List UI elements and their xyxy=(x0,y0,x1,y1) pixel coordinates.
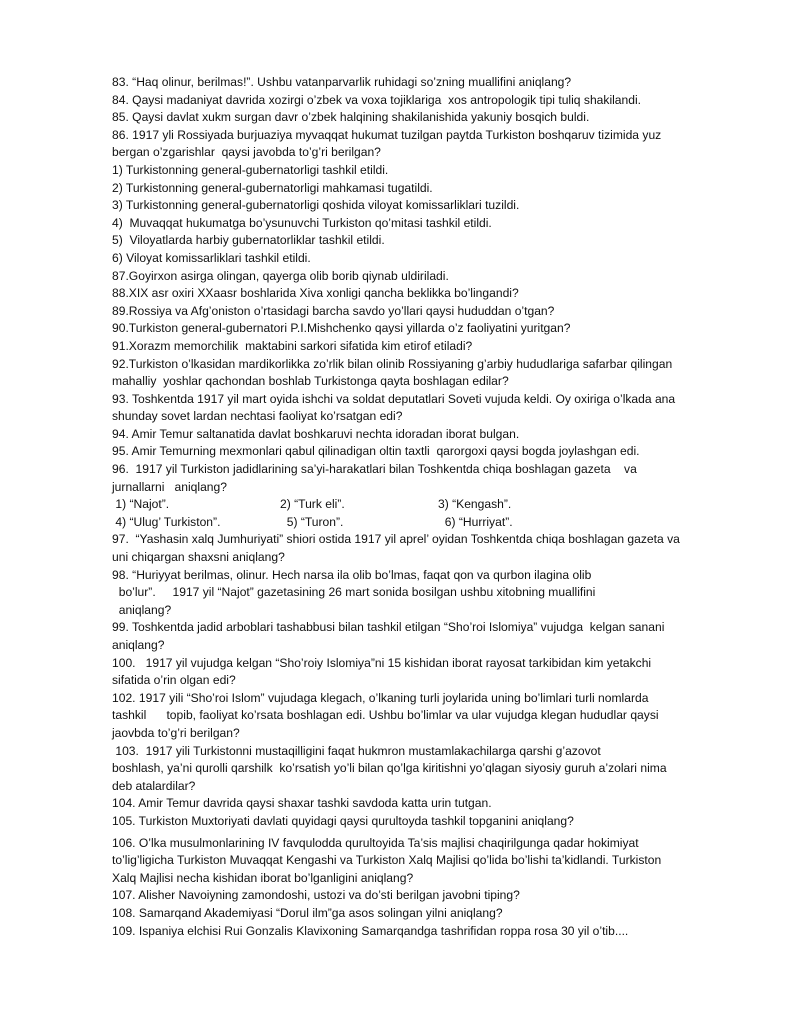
option-3: 3) “Kengash”. xyxy=(438,497,512,512)
option-2: 2) “Turk eli”. xyxy=(280,497,345,512)
text-line: 85. Qaysi davlat xukm surgan davr o’zbek halqining shakilanishida yakuniy bosqich buldi. xyxy=(112,110,590,125)
text-line: uni chiqargan shaxsni aniqlang? xyxy=(112,550,285,565)
text-line: 3) Turkistonning general-gubernatorligi qoshida viloyat komissarliklari tuzildi. xyxy=(112,198,520,213)
text-line: deb atalardilar? xyxy=(112,778,196,793)
text-line: 103. 1917 yili Turkistonni mustaqilligini faqat hukmron mustamlakachilarga qarshi g’azovot xyxy=(112,743,601,758)
text-line: jurnallarni aniqlang? xyxy=(112,479,227,494)
questions-block-1 xyxy=(112,74,730,496)
text-line: 86. 1917 yli Rossiyada burjuaziya myvaqqat hukumat tuzilgan paytda Turkiston boshqaruv tizimida yuz xyxy=(112,127,662,142)
text-line: sifatida o’rin olgan edi? xyxy=(112,673,236,688)
text-line: tashkil topib, faoliyat ko’rsata boshlagan edi. Ushbu bo’limlar va ular vujudga klegan hududlar qaysi xyxy=(112,708,659,723)
text-line: 2) Turkistonning general-gubernatorligi mahkamasi tugatildi. xyxy=(112,180,433,195)
text-line: 107. Alisher Navoiyning zamondoshi, ustozi va do’sti berilgan javobni tiping? xyxy=(112,888,520,903)
text-line: 108. Samarqand Akademiyasi “Dorul ilm”ga asos solingan yilni aniqlang? xyxy=(112,905,503,920)
options-row-2 xyxy=(112,514,730,532)
option-4: 4) “Ulug’ Turkiston”. xyxy=(112,514,221,529)
text-line: jaovbda to’g’ri berilgan? xyxy=(112,725,240,740)
text-line: 106. O’lka musulmonlarining IV favqulodda qurultoyida Ta’sis majlisi chaqirilgunga qadar hokimiyat xyxy=(112,835,639,850)
text-line: 90.Turkiston general-gubernatori P.I.Mishchenko qaysi yillarda o’z faoliyatini yuritgan? xyxy=(112,321,571,336)
option-1: 1) “Najot”. xyxy=(112,497,170,512)
text-line: 98. “Huriyyat berilmas, olinur. Hech narsa ila olib bo’lmas, faqat qon va qurbon ilagina olib xyxy=(112,567,592,582)
text-line: 97. “Yashasin xalq Jumhuriyati” shiori ostida 1917 yil aprel’ oyidan Toshkentda chiqa boshlagan gazeta va xyxy=(112,532,680,547)
text-line: aniqlang? xyxy=(112,638,165,652)
text-line: 89.Rossiya va Afg’oniston o’rtasidagi barcha savdo yo’llari qaysi hududdan o’tgan? xyxy=(112,303,555,318)
text-line: 88.XIX asr oxiri XXaasr boshlarida Xiva xonligi qancha beklikka bo’lingandi? xyxy=(112,286,519,301)
text-line: 87.Goyirxon asirga olingan, qayerga olib borib qiynab uldiriladi. xyxy=(112,268,449,283)
text-line: 104. Amir Temur davrida qaysi shaxar tashki savdoda katta urin tutgan. xyxy=(112,796,492,811)
question-list xyxy=(112,74,730,940)
text-line: shunday sovet lardan nechtasi faoliyat ko’rsatgan edi? xyxy=(112,409,403,424)
questions-block-3 xyxy=(112,835,730,941)
text-line: 95. Amir Temurning mexmonlari qabul qilinadigan oltin taxtli qarorgoxi qaysi bogda joylashgan edi. xyxy=(112,444,640,459)
text-line: boshlash, ya’ni qurolli qarshilk ko’rsatish yo’li bilan qo’lga kiritishni yo’qlagan siyosiy guruh a’zolari nima xyxy=(112,761,667,776)
text-line: 96. 1917 yil Turkiston jadidlarining sa’yi-harakatlari bilan Toshkentda chiqa boshlagan gazeta va xyxy=(112,462,637,477)
text-line: 91.Xorazm memorchilik maktabini sarkori sifatida kim etirof etiladi? xyxy=(112,338,473,353)
text-line: 105. Turkiston Muxtoriyati davlati quyidagi qaysi qurultoyda tashkil topganini aniqlang? xyxy=(112,813,574,828)
text-line: 83. “Haq olinur, berilmas!”. Ushbu vatanparvarlik ruhidagi so’zning muallifini aniqlang? xyxy=(112,75,572,89)
questions-block-2 xyxy=(112,531,730,830)
options-row-1 xyxy=(112,496,730,514)
text-line: Xalq Majlisi necha kishidan iborat bo’lganligini aniqlang? xyxy=(112,870,414,885)
option-5: 5) “Turon”. xyxy=(280,514,344,529)
text-line: 109. Ispaniya elchisi Rui Gonzalis Klavixoning Samarqandga tashrifidan roppa rosa 30 yil o’tib.... xyxy=(112,923,629,938)
text-line: mahalliy yoshlar qachondan boshlab Turkistonga qayta boshlagan edilar? xyxy=(112,374,509,389)
text-line: 94. Amir Temur saltanatida davlat boshkaruvi nechta idoradan iborat bulgan. xyxy=(112,426,520,441)
text-line: 102. 1917 yili “Sho’roi Islom” vujudaga klegach, o’lkaning turli joylarida uning bo’limlari turli nomlarda xyxy=(112,690,649,705)
text-line: 100. 1917 yil vujudga kelgan “Sho’roiy Islomiya”ni 15 kishidan iborat rayosat tarkibidan kim yetakchi xyxy=(112,655,652,670)
text-line: 5) Viloyatlarda harbiy gubernatorliklar tashkil etildi. xyxy=(112,233,385,248)
text-line: 6) Viloyat komissarliklari tashkil etildi. xyxy=(112,250,311,265)
text-line: bo’lur”. 1917 yil “Najot” gazetasining 26 mart sonida bosilgan ushbu xitobning muallifini xyxy=(112,585,596,600)
text-line: 4) Muvaqqat hukumatga bo’ysunuvchi Turkiston qo’mitasi tashkil etildi. xyxy=(112,215,492,230)
text-line: bergan o’zgarishlar qaysi javobda to’g’ri berilgan? xyxy=(112,145,381,160)
text-line: 92.Turkiston o’lkasidan mardikorlikka zo’rlik bilan olinib Rossiyaning g’arbiy hududlariga safarbar qilingan xyxy=(112,356,673,371)
text-line: 1) Turkistonning general-gubernatorligi tashkil etildi. xyxy=(112,162,389,177)
option-6: 6) “Hurriyat”. xyxy=(438,514,513,529)
text-line: 84. Qaysi madaniyat davrida xozirgi o’zbek va voxa tojiklariga xos antropologik tipi tuliq shakilandi. xyxy=(112,92,642,107)
text-line: to’lig’ligicha Turkiston Muvaqqat Kengashi va Turkiston Xalq Majlisi qo’lida bo’lishi ta’kidlandi. Turkiston xyxy=(112,853,662,868)
text-line: aniqlang? xyxy=(112,602,172,617)
text-line: 93. Toshkentda 1917 yil mart oyida ishchi va soldat deputatlari Soveti vujuda keldi. Oy oxiriga o’lkada ana xyxy=(112,391,676,406)
text-line: 99. Toshkentda jadid arboblari tashabbusi bilan tashkil etilgan “Sho’roi Islomiya” vujudga kelgan sanani xyxy=(112,620,665,635)
